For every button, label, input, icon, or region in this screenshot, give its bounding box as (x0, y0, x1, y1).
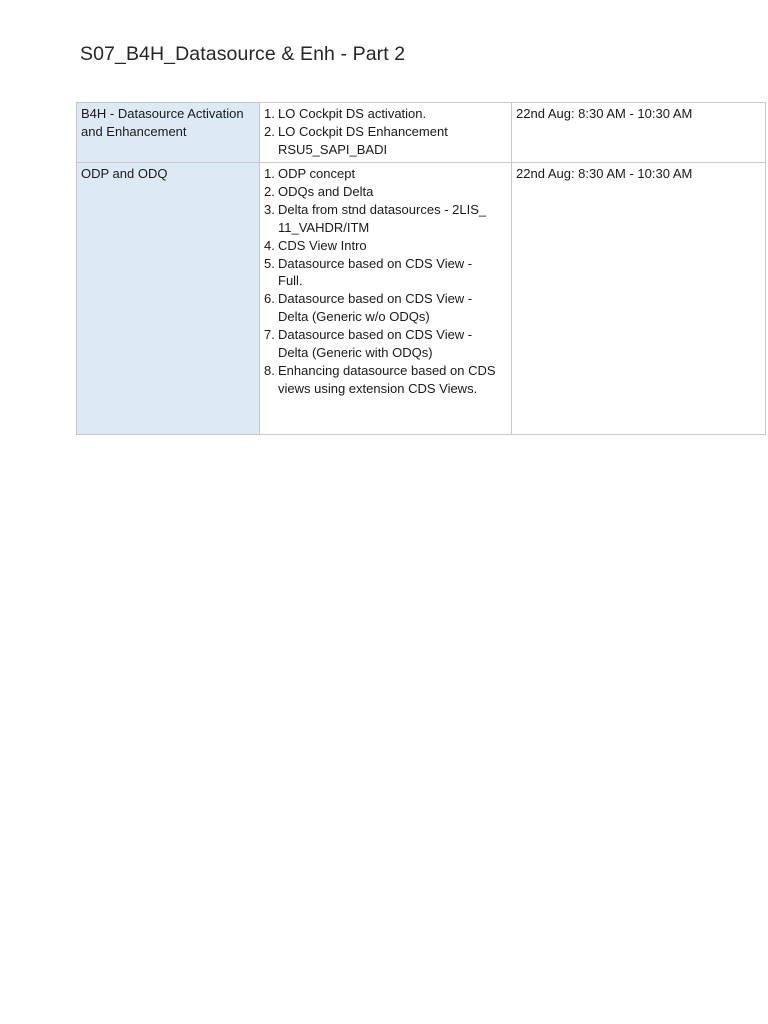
list-item (264, 237, 507, 255)
list-item-text: Datasource based on CDS View - Full. (278, 255, 473, 289)
list-item-text: CDS View Intro (278, 237, 367, 253)
list-item-number: 2. (264, 123, 275, 139)
list-item-number: 1. (264, 106, 275, 121)
list-item-number: 6. (264, 291, 275, 307)
list-item (264, 255, 507, 291)
list-item-text: Datasource based on CDS View - Delta (Generic w/o ODQs) (278, 291, 473, 325)
content-list (264, 105, 507, 159)
list-item (264, 123, 507, 159)
topic-cell: B4H - Datasource Activation and Enhancement (77, 103, 260, 163)
topic-cell: ODP and ODQ (77, 163, 260, 435)
time-cell: 22nd Aug: 8:30 AM - 10:30 AM (512, 103, 766, 163)
list-item (264, 105, 507, 123)
list-item-number: 3. (264, 201, 275, 217)
list-item-number: 1. (264, 166, 275, 181)
list-item (264, 326, 507, 362)
list-item-text: ODQs and Delta (278, 183, 374, 199)
list-item-text: Delta from stnd datasources - 2LIS_ 11_VAHDR/ITM (278, 201, 487, 235)
list-item (264, 201, 507, 237)
list-item-number: 8. (264, 362, 275, 378)
list-item-number: 4. (264, 237, 275, 253)
list-item (264, 290, 507, 326)
content-cell (260, 163, 512, 435)
list-item-text: LO Cockpit DS Enhancement RSU5_SAPI_BADI (278, 123, 448, 157)
list-item (264, 183, 507, 201)
list-item-text: Enhancing datasource based on CDS views using extension CDS Views. (278, 362, 496, 396)
time-cell: 22nd Aug: 8:30 AM - 10:30 AM (512, 163, 766, 435)
list-item-number: 5. (264, 255, 275, 271)
list-item-number: 7. (264, 327, 275, 343)
schedule-table (76, 102, 766, 435)
document-title: S07_B4H_Datasource & Enh - Part 2 (80, 43, 406, 65)
list-item-text: Datasource based on CDS View - Delta (Generic with ODQs) (278, 327, 473, 361)
list-item (264, 362, 507, 398)
table-row (77, 163, 766, 435)
list-item-text: ODP concept (278, 166, 356, 181)
content-list (264, 165, 507, 398)
list-item (264, 165, 507, 183)
table-row (77, 103, 766, 163)
list-item-number: 2. (264, 183, 275, 199)
list-item-text: LO Cockpit DS activation. (278, 106, 427, 121)
content-cell (260, 103, 512, 163)
